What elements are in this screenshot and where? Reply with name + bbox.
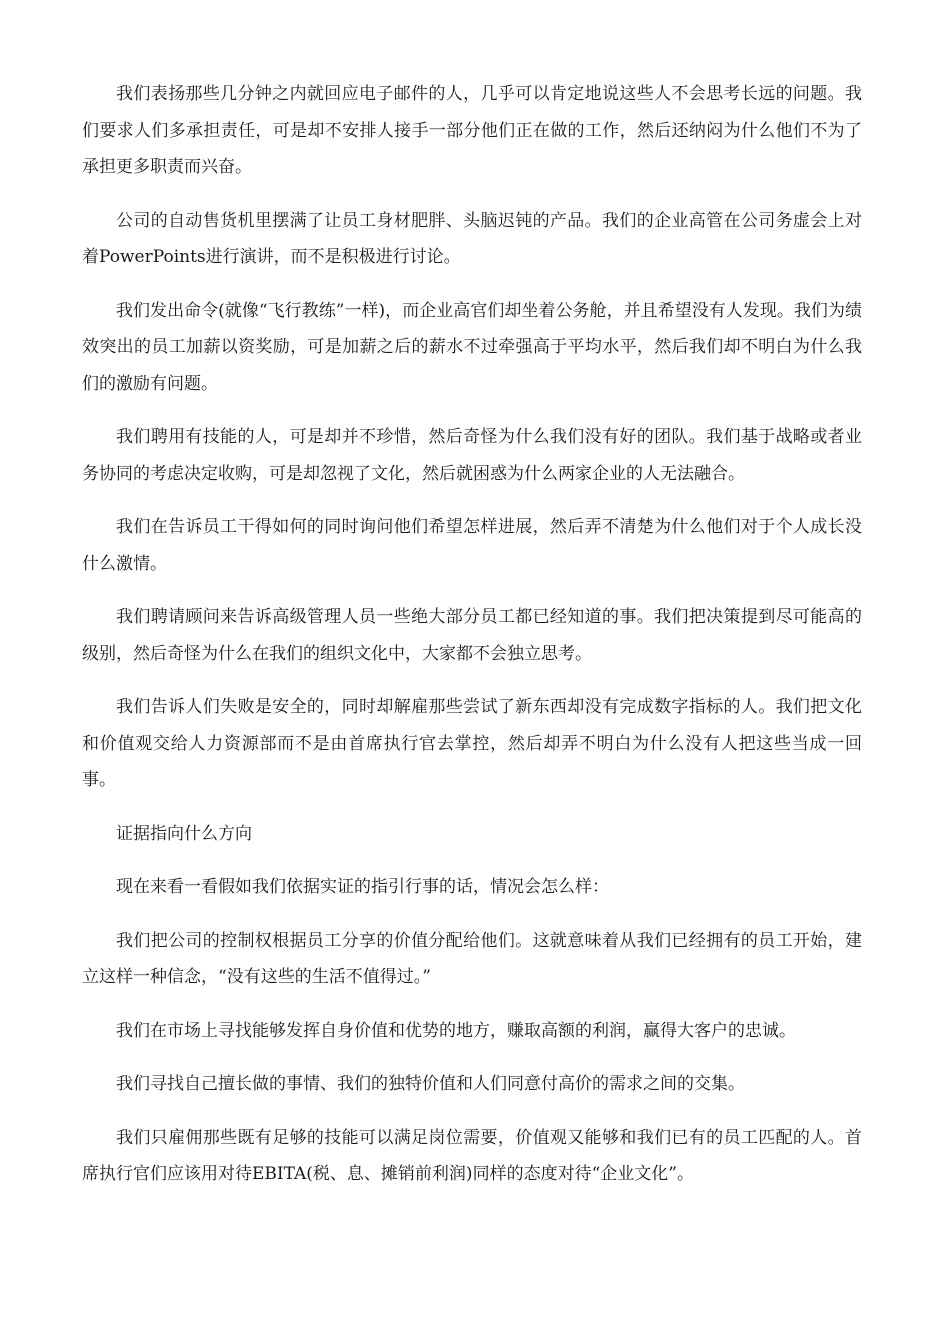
paragraph-12: 我们只雇佣那些既有足够的技能可以满足岗位需要，价值观又能够和我们已有的员工匹配的人。首席执行官们应该用对待EBITA(税、息、摊销前利润)同样的态度对待“企业文化”。	[82, 1127, 862, 1184]
paragraph-10: 我们在市场上寻找能够发挥自身价值和优势的地方，赚取高额的利润，赢得大客户的忠诚。	[116, 1020, 796, 1041]
paragraph-7: 我们告诉人们失败是安全的，同时却解雇那些尝试了新东西却没有完成数字指标的人。我们把文化和价值观交给人力资源部而不是由首席执行官去掌控，然后却弄不明白为什么没有人把这些当成一回事。	[82, 697, 862, 790]
paragraph-9: 我们把公司的控制权根据员工分享的价值分配给他们。这就意味着从我们已经拥有的员工开始，建立这样一种信念，“没有这些的生活不值得过。”	[82, 930, 862, 987]
paragraph-1: 我们表扬那些几分钟之内就回应电子邮件的人，几乎可以肯定地说这些人不会思考长远的问题。我们要求人们多承担责任，可是却不安排人接手一部分他们正在做的工作，然后还纳闷为什么他们不为了承担更多职责而兴奋。	[82, 84, 862, 177]
paragraph-11: 我们寻找自己擅长做的事情、我们的独特价值和人们同意付高价的需求之间的交集。	[116, 1074, 745, 1094]
paragraph-4: 我们聘用有技能的人，可是却并不珍惜，然后奇怪为什么我们没有好的团队。我们基于战略或者业务协同的考虑决定收购，可是却忽视了文化，然后就困惑为什么两家企业的人无法融合。	[82, 427, 862, 484]
paragraph-2: 公司的自动售货机里摆满了让员工身材肥胖、头脑迟钝的产品。我们的企业高管在公司务虚会上对着PowerPoints进行演讲，而不是积极进行讨论。	[82, 210, 862, 267]
paragraph-5: 我们在告诉员工干得如何的同时询问他们希望怎样进展，然后弄不清楚为什么他们对于个人成长没什么激情。	[82, 517, 862, 574]
section-heading: 证据指向什么方向	[116, 823, 252, 844]
paragraph-6: 我们聘请顾问来告诉高级管理人员一些绝大部分员工都已经知道的事。我们把决策提到尽可能高的级别，然后奇怪为什么在我们的组织文化中，大家都不会独立思考。	[82, 607, 862, 664]
document-page	[82, 76, 862, 1210]
paragraph-3: 我们发出命令(就像“飞行教练”一样)，而企业高官们却坐着公务舱，并且希望没有人发现。我们为绩效突出的员工加薪以资奖励，可是加薪之后的薪水不过牵强高于平均水平，然后我们却不明白为什么我们的激励有问题。	[82, 300, 862, 394]
paragraph-8: 现在来看一看假如我们依据实证的指引行事的话，情况会怎么样：	[116, 877, 609, 897]
